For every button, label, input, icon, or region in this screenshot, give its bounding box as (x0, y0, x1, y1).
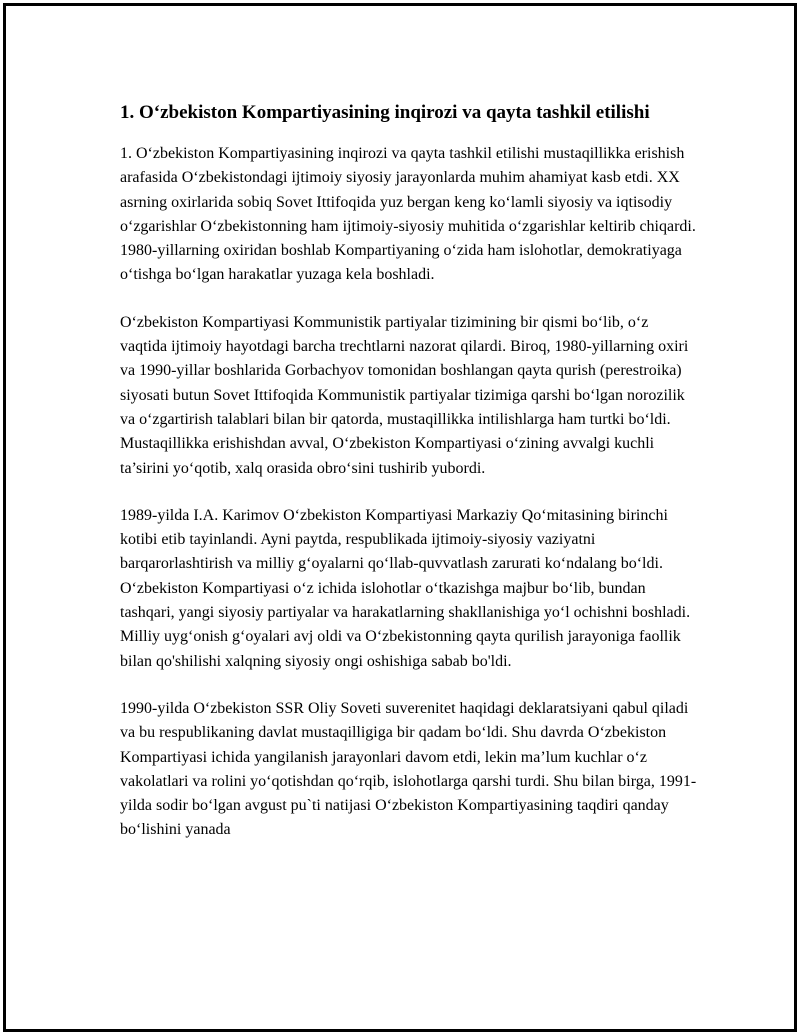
paragraph-4: 1990-yilda O‘zbekiston SSR Oliy Soveti suverenitet haqidagi deklaratsiyani qabul qiladi va bu respublikaning davlat mustaqilligiga bir qadam bo‘ldi. Shu davrda O‘zbekiston Kompartiyasi ichida yangilanish jarayonlari davom etdi, lekin ma’lum kuchlar o‘z vakolatlari va rolini yo‘qotishdan qo‘rqib, islohotlarga qarshi turdi. Shu bilan birga, 1991-yilda sodir bo‘lgan avgust pu`ti natijasi O‘zbekiston Kompartiyasining taqdiri qanday bo‘lishini yanada (120, 699, 697, 839)
page-title: 1. O‘zbekiston Kompartiyasining inqirozi va qayta tashkil etilishi (120, 102, 650, 123)
paragraph-1: 1. O‘zbekiston Kompartiyasining inqirozi va qayta tashkil etilishi mustaqillikka erishish arafasida O‘zbekistondagi ijtimoiy siyosiy jarayonlarda muhim ahamiyat kasb etdi. XX asrning oxirlarida sobiq Sovet Ittifoqida yuz bergan keng ko‘lamli siyosiy va iqtisodiy o‘zgarishlar O‘zbekistonning ham ijtimoiy-siyosiy muhitida o‘zgarishlar keltirib chiqardi. 1980-yillarning oxiridan boshlab Kompartiyaning o‘zida ham islohotlar, demokratiyaga o‘tishga bo‘lgan harakatlar yuzaga kela boshladi. (120, 145, 696, 284)
paragraph-2: O‘zbekiston Kompartiyasi Kommunistik partiyalar tizimining bir qismi bo‘lib, o‘z vaqtida ijtimoiy hayotdagi barcha trechtlarni nazorat qilardi. Biroq, 1980-yillarning oxiri va 1990-yillar boshlarida Gorbachyov tomonidan boshlangan qayta qurish (perestroika) siyosati butun Sovet Ittifoqida Kommunistik partiyalar tizimiga qarshi bo‘lgan norozilik va o‘zgartirish talablari bilan bir qatorda, mustaqillikka intilishlarga ham turtki bo‘ldi. Mustaqillikka erishishdan avval, O‘zbekiston Kompartiyasi o‘zining avvalgi kuchli ta’sirini yo‘qotib, xalq orasida obro‘sini tushirib yubordi. (120, 313, 689, 477)
page-frame (3, 3, 797, 1032)
paragraph-3: 1989-yilda I.A. Karimov O‘zbekiston Kompartiyasi Markaziy Qo‘mitasining birinchi kotibi etib tayinlandi. Ayni paytda, respublikada ijtimoiy-siyosiy vaziyatni barqarorlashtirish va milliy g‘oyalarni qo‘llab-quvvatlash zarurati ko‘ndalang bo‘ldi. O‘zbekiston Kompartiyasi o‘z ichida islohotlar o‘tkazishga majbur bo‘lib, bundan tashqari, yangi siyosiy partiyalar va harakatlarning shakllanishiga yo‘l ochishni boshladi. Milliy uyg‘onish g‘oyalari avj oldi va O‘zbekistonning qayta qurilish jarayoniga faollik bilan qo'shilishi xalqning siyosiy ongi oshishiga sabab bo'ldi. (120, 506, 691, 670)
document-body (120, 100, 698, 866)
